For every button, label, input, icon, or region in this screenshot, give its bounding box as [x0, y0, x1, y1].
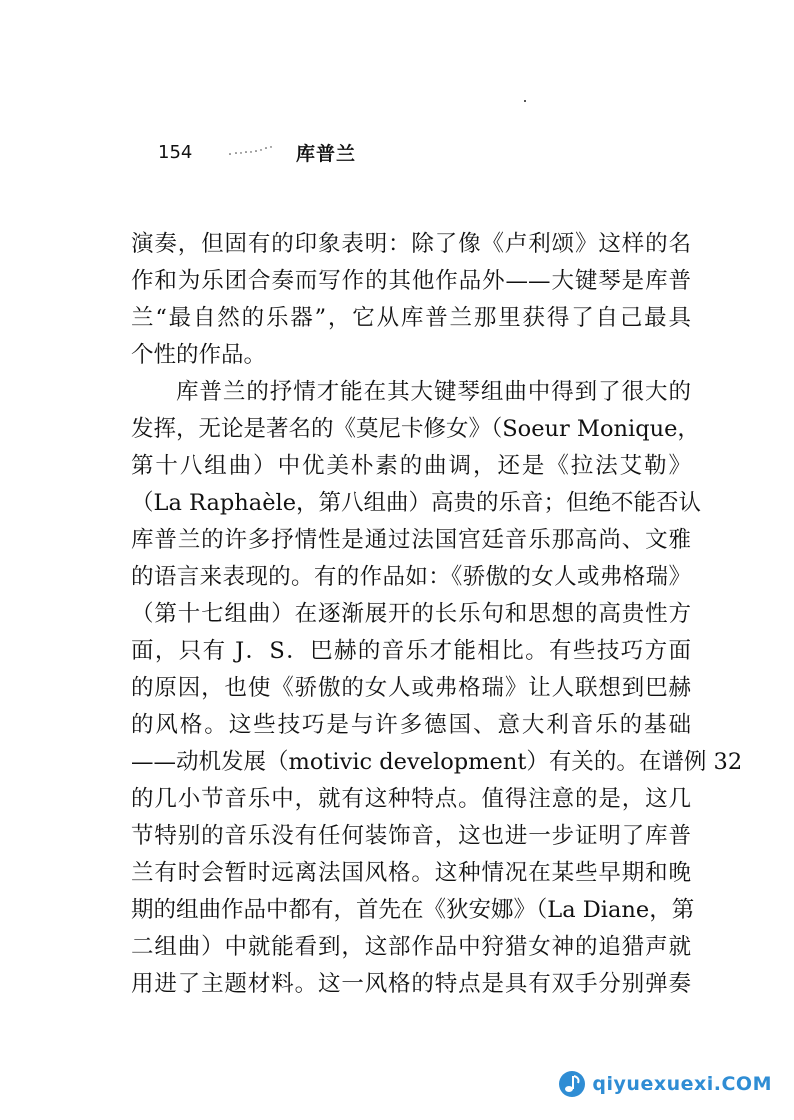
body-text — [131, 226, 743, 1003]
paragraph-start-line: 库普兰的抒情才能在其大键琴组曲中得到了很大的 — [176, 379, 691, 405]
text-line: （第十七组曲）在逐渐展开的长乐句和思想的高贵性方 — [131, 601, 691, 627]
text-line: （La Raphaèle，第八组曲）高贵的乐音；但绝不能否认 — [131, 490, 702, 516]
page-speck — [524, 100, 526, 102]
text-line: 库普兰的许多抒情性是通过法国宫廷音乐那高尚、文雅 — [131, 527, 691, 553]
text-line: 兰有时会暂时远离法国风格。这种情况在某些早期和晚 — [131, 860, 691, 886]
header-ornament — [228, 144, 278, 156]
text-line: 第十八组曲）中优美朴素的曲调，还是《拉法艾勒》 — [131, 453, 691, 479]
site-watermark — [558, 1070, 772, 1098]
text-line: 作和为乐团合奏而写作的其他作品外——大键琴是库普 — [131, 268, 691, 294]
text-line: 二组曲）中就能看到，这部作品中狩猎女神的追猎声就 — [131, 934, 691, 960]
text-line: 期的组曲作品中都有，首先在《狄安娜》（La Diane，第 — [131, 897, 695, 923]
text-line: 的几小节音乐中，就有这种特点。值得注意的是，这几 — [131, 786, 691, 812]
page-number: 154 — [158, 142, 193, 163]
text-line: 兰“最自然的乐器”，它从库普兰那里获得了自己最具 — [131, 305, 691, 331]
text-line: 用进了主题材料。这一风格的特点是具有双手分别弹奏 — [131, 971, 691, 997]
text-line: 的风格。这些技巧是与许多德国、意大利音乐的基础 — [131, 712, 691, 738]
text-line: 演奏，但固有的印象表明：除了像《卢利颂》这样的名 — [131, 231, 691, 257]
text-line: 的原因，也使《骄傲的女人或弗格瑞》让人联想到巴赫 — [131, 675, 691, 701]
page-header — [158, 138, 408, 168]
watermark-text: qiyuexuexi.COM — [592, 1073, 772, 1095]
running-title: 库普兰 — [296, 143, 357, 165]
text-line: 的语言来表现的。有的作品如：《骄傲的女人或弗格瑞》 — [131, 564, 691, 590]
text-line: 节特别的音乐没有任何装饰音，这也进一步证明了库普 — [131, 823, 691, 849]
text-line: ——动机发展（motivic development）有关的。在谱例 32 — [131, 749, 743, 775]
text-line: 发挥，无论是著名的《莫尼卡修女》（Soeur Monique， — [131, 416, 700, 442]
text-line: 面，只有 J．S．巴赫的音乐才能相比。有些技巧方面 — [131, 638, 691, 664]
watermark-logo-icon — [558, 1070, 586, 1098]
text-line: 个性的作品。 — [131, 342, 267, 368]
